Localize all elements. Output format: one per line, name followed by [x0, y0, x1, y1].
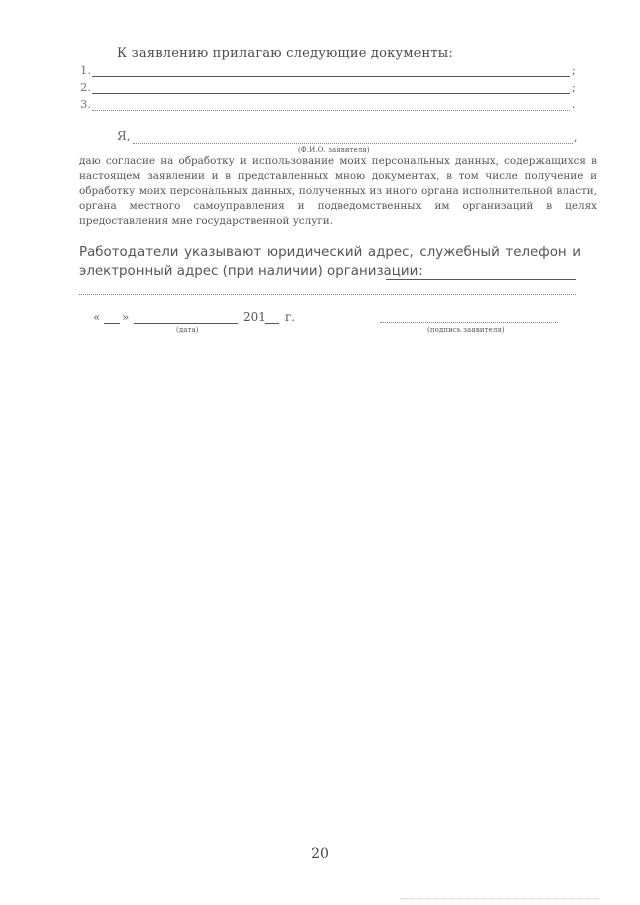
applicant-name-caption: (Ф.И.О. заявителя): [298, 146, 370, 154]
attachments-heading: К заявлению прилагаю следующие документы:: [117, 46, 453, 61]
consent-text-line: обработку моих персональных данных, полученных из иного органа исполнительной власти,: [79, 185, 597, 197]
attachment-line-2: [92, 93, 570, 94]
date-year-prefix: 201: [243, 310, 266, 324]
consent-name-end: ,: [574, 131, 578, 144]
consent-text-line: даю согласие на обработку и использование моих персональных данных, содержащихся в: [79, 155, 597, 167]
date-day-line: [104, 323, 120, 324]
employer-text-line: электронный адрес (при наличии) организации:: [79, 264, 423, 279]
employer-text-line: Работодатели указывают юридический адрес, служебный телефон и: [79, 245, 581, 260]
attachment-line-3: [92, 110, 570, 111]
date-quote-close: »: [122, 310, 130, 324]
consent-prefix: Я,: [117, 129, 131, 143]
attachment-end-2: ;: [572, 81, 576, 94]
date-quote-open: «: [93, 310, 101, 324]
attachment-end-3: .: [572, 98, 576, 111]
organization-contact-line-2: [79, 294, 576, 295]
attachment-number-1: 1.: [80, 63, 91, 77]
consent-text-line: предоставления мне государственной услуги.: [79, 215, 334, 227]
date-month-line: [134, 323, 238, 324]
attachment-end-1: ;: [572, 64, 576, 77]
date-caption: (дата): [176, 326, 199, 334]
signature-caption: (подпись заявителя): [427, 326, 505, 334]
attachment-line-1: [92, 76, 570, 77]
page-number: 20: [311, 846, 329, 862]
organization-contact-line: [386, 279, 576, 280]
attachment-number-3: 3.: [80, 97, 91, 111]
attachment-number-2: 2.: [80, 80, 91, 94]
consent-text-line: настоящем заявлении и в представленных мною документах, в том числе получение и: [79, 170, 597, 182]
scan-artifact: [400, 898, 600, 899]
signature-line: [380, 322, 558, 323]
date-year-line: [265, 323, 279, 324]
applicant-name-line: [133, 143, 573, 144]
date-year-suffix: г.: [285, 310, 296, 324]
consent-text-line: органа местного самоуправления и подведомственных им организаций в целях: [79, 200, 597, 212]
